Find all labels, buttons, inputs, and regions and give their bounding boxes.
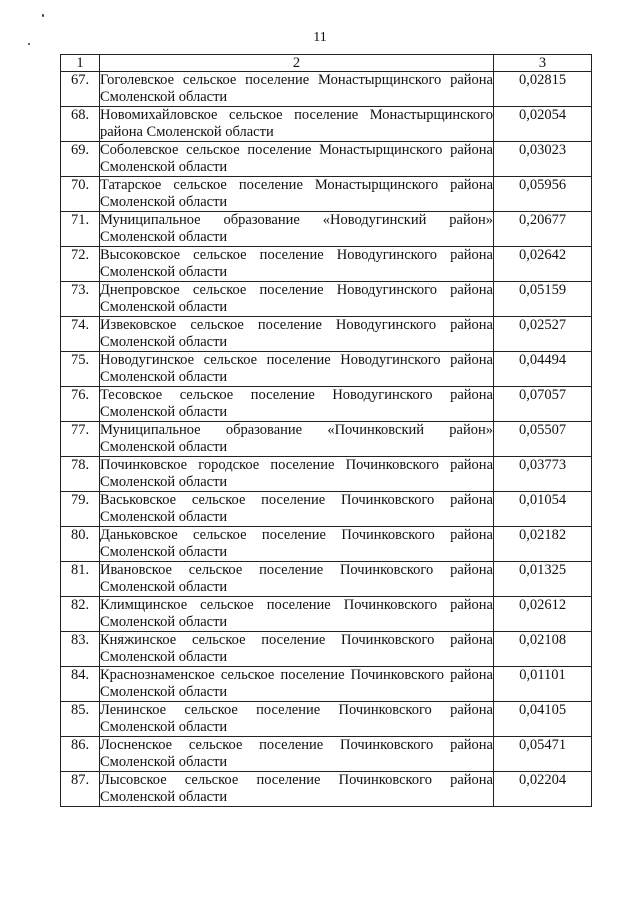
municipality-name: Новомихайловское сельское поселение Монастырщинского района Смоленской области bbox=[100, 107, 493, 140]
row-number: 83. bbox=[61, 632, 100, 667]
table-row bbox=[61, 562, 592, 597]
row-number: 78. bbox=[61, 457, 100, 492]
coefficient-value: 0,02182 bbox=[494, 527, 592, 562]
row-number: 80. bbox=[61, 527, 100, 562]
municipality-name: Лысовское сельское поселение Починковского района Смоленской области bbox=[100, 772, 493, 805]
municipality-name: Ленинское сельское поселение Починковского района Смоленской области bbox=[100, 702, 493, 735]
scan-speck bbox=[42, 14, 44, 17]
coefficient-value: 0,02054 bbox=[494, 107, 592, 142]
table-row bbox=[61, 632, 592, 667]
municipality-name: Краснознаменское сельское поселение Починковского района Смоленской области bbox=[100, 667, 493, 700]
column-header-number: 1 bbox=[61, 55, 100, 72]
coefficient-value: 0,02108 bbox=[494, 632, 592, 667]
municipality-name: Гоголевское сельское поселение Монастырщинского района Смоленской области bbox=[100, 72, 493, 105]
allocation-table bbox=[60, 54, 592, 807]
table-row bbox=[61, 142, 592, 177]
table-row bbox=[61, 597, 592, 632]
coefficient-value: 0,02642 bbox=[494, 247, 592, 282]
row-number: 76. bbox=[61, 387, 100, 422]
municipality-name: Лосненское сельское поселение Починковского района Смоленской области bbox=[100, 737, 493, 770]
municipality-name: Днепровское сельское поселение Новодугинского района Смоленской области bbox=[100, 282, 493, 315]
table-row bbox=[61, 247, 592, 282]
page-number: 11 bbox=[313, 30, 327, 45]
coefficient-value: 0,02612 bbox=[494, 597, 592, 632]
table-row bbox=[61, 527, 592, 562]
row-number: 73. bbox=[61, 282, 100, 317]
row-number: 86. bbox=[61, 737, 100, 772]
table-row bbox=[61, 457, 592, 492]
coefficient-value: 0,20677 bbox=[494, 212, 592, 247]
municipality-name: Извековское сельское поселение Новодугинского района Смоленской области bbox=[100, 317, 493, 350]
row-number: 71. bbox=[61, 212, 100, 247]
municipality-name: Соболевское сельское поселение Монастырщинского района Смоленской области bbox=[100, 142, 493, 175]
table-row bbox=[61, 422, 592, 457]
table-row bbox=[61, 387, 592, 422]
row-number: 85. bbox=[61, 702, 100, 737]
row-number: 79. bbox=[61, 492, 100, 527]
row-number: 84. bbox=[61, 667, 100, 702]
row-number: 70. bbox=[61, 177, 100, 212]
municipality-name: Княжинское сельское поселение Починковского района Смоленской области bbox=[100, 632, 493, 665]
column-header-name: 2 bbox=[100, 55, 494, 72]
table-row bbox=[61, 702, 592, 737]
municipality-name: Тесовское сельское поселение Новодугинского района Смоленской области bbox=[100, 387, 493, 420]
row-number: 69. bbox=[61, 142, 100, 177]
municipality-name: Высоковское сельское поселение Новодугинского района Смоленской области bbox=[100, 247, 493, 280]
table-row bbox=[61, 737, 592, 772]
coefficient-value: 0,05507 bbox=[494, 422, 592, 457]
column-header-value: 3 bbox=[494, 55, 592, 72]
row-number: 75. bbox=[61, 352, 100, 387]
coefficient-value: 0,02527 bbox=[494, 317, 592, 352]
table-row bbox=[61, 212, 592, 247]
coefficient-value: 0,02204 bbox=[494, 772, 592, 807]
coefficient-value: 0,01325 bbox=[494, 562, 592, 597]
row-number: 68. bbox=[61, 107, 100, 142]
coefficient-value: 0,01101 bbox=[494, 667, 592, 702]
coefficient-value: 0,01054 bbox=[494, 492, 592, 527]
coefficient-value: 0,04105 bbox=[494, 702, 592, 737]
municipality-name: Новодугинское сельское поселение Новодугинского района Смоленской области bbox=[100, 352, 493, 385]
municipality-name: Ивановское сельское поселение Починковского района Смоленской области bbox=[100, 562, 493, 595]
table-body bbox=[61, 72, 592, 807]
row-number: 77. bbox=[61, 422, 100, 457]
coefficient-value: 0,04494 bbox=[494, 352, 592, 387]
table-row bbox=[61, 72, 592, 107]
municipality-name: Починковское городское поселение Починковского района Смоленской области bbox=[100, 457, 493, 490]
table-row bbox=[61, 282, 592, 317]
table-row bbox=[61, 107, 592, 142]
table-row bbox=[61, 317, 592, 352]
row-number: 67. bbox=[61, 72, 100, 107]
municipality-name: Татарское сельское поселение Монастырщинского района Смоленской области bbox=[100, 177, 493, 210]
coefficient-value: 0,05159 bbox=[494, 282, 592, 317]
municipality-name: Васьковское сельское поселение Починковского района Смоленской области bbox=[100, 492, 493, 525]
coefficient-value: 0,03773 bbox=[494, 457, 592, 492]
municipality-name: Муниципальное образование «Новодугинский район» Смоленской области bbox=[100, 212, 493, 245]
coefficient-value: 0,05956 bbox=[494, 177, 592, 212]
table-row bbox=[61, 667, 592, 702]
table-row bbox=[61, 772, 592, 807]
coefficient-value: 0,07057 bbox=[494, 387, 592, 422]
table-row bbox=[61, 492, 592, 527]
row-number: 81. bbox=[61, 562, 100, 597]
row-number: 82. bbox=[61, 597, 100, 632]
row-number: 87. bbox=[61, 772, 100, 807]
municipality-name: Муниципальное образование «Починковский район» Смоленской области bbox=[100, 422, 493, 455]
table-row bbox=[61, 177, 592, 212]
coefficient-value: 0,03023 bbox=[494, 142, 592, 177]
table-header-row bbox=[61, 55, 592, 72]
row-number: 72. bbox=[61, 247, 100, 282]
municipality-name: Климщинское сельское поселение Починковского района Смоленской области bbox=[100, 597, 493, 630]
municipality-name: Даньковское сельское поселение Починковского района Смоленской области bbox=[100, 527, 493, 560]
table-row bbox=[61, 352, 592, 387]
row-number: 74. bbox=[61, 317, 100, 352]
coefficient-value: 0,05471 bbox=[494, 737, 592, 772]
coefficient-value: 0,02815 bbox=[494, 72, 592, 107]
